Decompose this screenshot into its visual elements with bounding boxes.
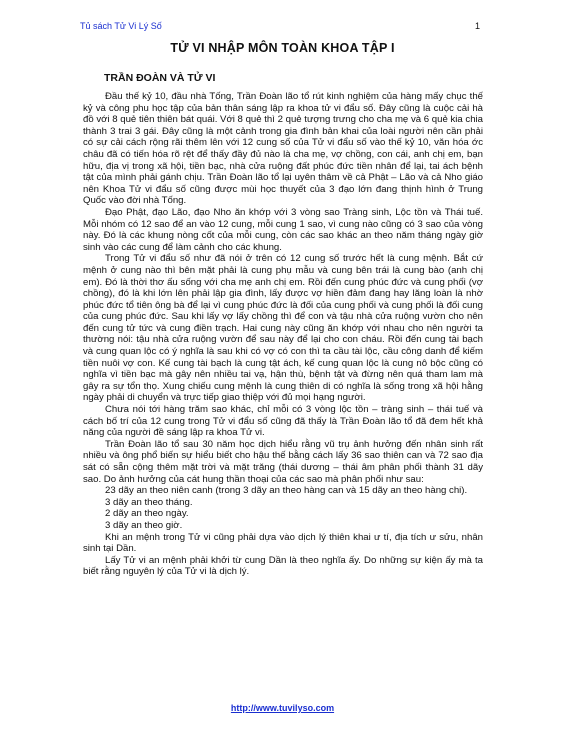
page-number: 1: [474, 21, 480, 31]
paragraph: Đạo Phật, đạo Lão, đạo Nho ăn khớp với 3 vòng sao Tràng sinh, Lộc tồn và Thái tuế. Mỗi nhóm có 12 sao để an vào 12 cung, mỗi cung 1 sao, vì cung nào cũng có 3 sao của vòng này. Đó là các khung nòng cốt của mỗi cung, còn các sao khác an theo năm tháng ngày giờ sinh vào các cung để làm cảnh cho các khung.: [83, 206, 483, 253]
paragraph: Trong Tử vi đẩu số như đã nói ở trên có 12 cung số trước hết là cung mệnh. Bắt cứ mệnh ở cung nào thì bên mặt phải là cung phụ mẫu và cung bên trái là cung bào (anh chị em). Đó là thời thơ ấu sống với cha mẹ anh chị em. Rồi đến cung phúc đức và cung phối (vợ chồng), đó là khi lớn lên phải lập gia đình, lấy được vợ hiền đảm đang hay lăng loàn là nhờ phúc đức tổ tiên ông bà để lại vì cung phúc đức là đối của cung phối và cung phối là đối cung của cung phúc đức. Sau khi lấy vợ lấy chồng thì để con và tậu nhà cửa ruộng vườn cho nên đến cung tử tức và cung điền trạch. Hai cung này cũng ăn khớp với nhau cho nên người ta thường nói: tậu nhà cửa ruộng vườn để sau này để lại cho con cháu. Rồi đến cung tài bạch và cung quan lộc có ý nghĩa là sau khi có vợ có con thì ta cầu tài lộc, cầu công danh để kiếm tiền nuôi vợ con. Kế cung tài bạch là cung tật ách, kế cung quan lộc là cung nô bộc cũng có nghĩa vì tiền bạc mà gây nên nhiều tai vạ, hận thù, bệnh tật và đừng nên quá tham lam mà gây ra sự tổn thọ. Xung chiếu cung mệnh là cung thiên di có nghĩa là sống trong xã hội hằng ngày phải di chuyển và trực tiếp giao thiệp với đủ mọi hạng người.: [83, 253, 483, 404]
paragraph: Lấy Tử vi an mệnh phải khởi từ cung Dần là theo nghĩa ấy. Do những sự kiện ấy mà ta biết rằng nguyên lý của Tử vi là dịch lý.: [83, 554, 483, 578]
paragraph: Trần Đoàn lão tổ sau 30 năm học dịch hiểu rằng vũ trụ ảnh hưởng đến nhân sinh rất nhiều và ông phổ biến sự hiểu biết cho hậu thế bằng cách lấy 36 sao thiên can và 72 sao địa sát có sẵn cộng thêm mặt trời và mặt trăng (thái dương – thái âm phân phối thành 31 dãy sao. Do ảnh hưởng của cát hung thần thoại của các sao mà phân phối như sau:: [83, 438, 483, 485]
page-title: TỬ VI NHẬP MÔN TOÀN KHOA TẬP I: [170, 41, 395, 55]
document-body: [83, 91, 483, 578]
footer-link[interactable]: http://www.tuvilyso.com: [230, 703, 335, 713]
list-item: 3 dãy an theo tháng.: [105, 496, 193, 508]
paragraph: Chưa nói tới hàng trăm sao khác, chỉ mỗi có 3 vòng lộc tồn – tràng sinh – thái tuế và cách bố trí của 12 cung trong Tử vi đẩu số cũng đã thấy là Trần Đoàn lão tổ đã đem hết khả năng của người đề sáng lập ra khoa Tử vi.: [83, 404, 483, 439]
list-item: 3 dãy an theo giờ.: [105, 519, 183, 531]
paragraph: Khi an mệnh trong Tử vi cũng phải dựa vào dịch lý thiên khai ư tí, địa tích ư sửu, nhân sinh tại Dần.: [83, 531, 483, 555]
paragraph: Đầu thế kỷ 10, đầu nhà Tống, Trần Đoàn lão tổ rút kinh nghiệm của hàng mấy chục thế kỷ và công phu học tập của bản thân sáng lập ra khoa tử vi đẩu số. Đây cũng là cuộc cải hà đồ với 8 quẻ tiên thiên bát quái. Với 8 quẻ thì 2 quẻ tượng trưng cho cha mẹ và 6 quẻ kia chia thành 3 trai 3 gái. Đây cũng là một cảnh trong gia đình bản khai của loài người nên cần phải có sự cải cách rộng rãi thêm lên với 12 cung số của Tử vi đẩu số vào thế kỷ 10, văn hóa ớc châu đã có tiến hóa rõ rệt để thấy đầy đủ nào là cha mẹ, vợ chồng, con cái, anh chị em, bạn hữu, địa vị trong xã hội, tiền bạc, nhà cửa ruộng đất phúc đức tiền nhân để lại, tai ách bệnh tật của mình phải gánh chịu. Trần Đoàn lão tổ lại uyên thâm về cả Phật – Lão và cả Nho giáo nên Khoa Tử vi đẩu số cũng được mùi học thuyết của 3 đạo lớn đang thịnh hình ở Trung Quốc vào đời nhà Tống.: [83, 91, 483, 207]
list-item: 2 dãy an theo ngày.: [105, 508, 189, 520]
section-heading: TRẦN ĐOÀN VÀ TỬ VI: [104, 72, 216, 84]
header-book-title: Tủ sách Tử Vi Lý Số: [80, 21, 162, 31]
paragraph: 23 dãy an theo niên canh (trong 3 dãy an theo hàng can và 15 dãy an theo hàng chi).: [105, 485, 468, 497]
